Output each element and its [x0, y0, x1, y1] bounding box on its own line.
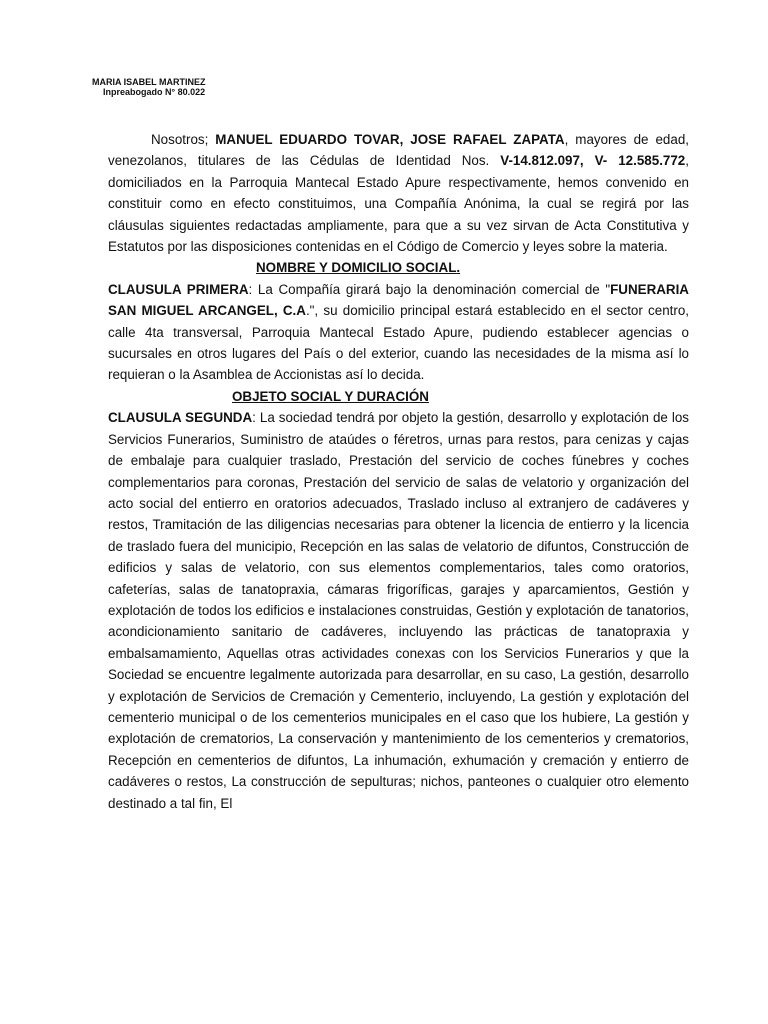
document-body	[108, 129, 689, 814]
section1-heading-end: .	[456, 260, 461, 276]
section1-heading-text: NOMBRE Y DOMICILIO SOCIAL	[256, 260, 457, 276]
section-heading-purpose-duration: OBJETO SOCIAL Y DURACIÓN	[232, 388, 429, 404]
clause-second-label: CLAUSULA SEGUNDA	[108, 410, 253, 426]
attorney-name: MARIA ISABEL MARTINEZ	[92, 77, 206, 87]
intro-rest: , domiciliados en la Parroquia Mantecal Estado Apure respectivamente, hemos convenido en constituir como en efecto constituimos, una Compañía Anónima, la cual se regirá por las cláusulas siguientes redactadas ampliamente, para que a su vez sirvan de Acta Constitutiva y Estatutos por las disposiciones contenidas en el Código de Comercio y leyes sobre la materia.	[108, 153, 689, 255]
identity-numbers: V-14.812.097, V- 12.585.772	[500, 153, 686, 169]
clause-first-paragraph	[108, 279, 689, 386]
intro-lead: Nosotros;	[151, 132, 216, 147]
intro-paragraph	[108, 129, 689, 257]
section-heading-name-domicile	[108, 257, 689, 278]
clause-second-paragraph	[108, 407, 689, 814]
company-name: FUNERARIA SAN MIGUEL ARCANGEL, C.A	[108, 281, 689, 319]
letterhead	[92, 77, 206, 97]
clause-first-text-a: : La Compañía girará bajo la denominación comercial de "	[248, 281, 611, 297]
intro-mid: , mayores de edad, venezolanos, titulares de las Cédulas de Identidad Nos.	[108, 132, 689, 169]
founder-names: MANUEL EDUARDO TOVAR, JOSE RAFAEL ZAPATA	[215, 132, 565, 147]
clause-first-label: CLAUSULA PRIMERA	[108, 281, 249, 297]
attorney-registry: Inpreabogado N° 80.022	[103, 87, 206, 97]
clause-second-text: : La sociedad tendrá por objeto la gestión, desarrollo y explotación de los Servicios Funerarios, Suministro de ataúdes o féretros, urnas para restos, para cenizas y cajas de embalaje para cualquier traslado, Prestación del servicio de coches fúnebres y coches complementarios para coronas, Prestación del servicio de salas de velatorio y organización del acto social del entierro en oratorios adecuados, Traslado incluso al extranjero de cadáveres y restos, Tramitación de las diligencias necesarias para obtener la licencia de entierro y la licencia de traslado fuera del municipio, Recepción en las salas de velatorio de difuntos, Construcción de edificios y salas de velatorio, con sus elementos complementarios, tales como oratorios, cafeterías, salas de tanatopraxia, cámaras frigoríficas, garajes y aparcamientos, Gestión y explotación de todos los edificios e instalaciones construidas, Gestión y explotación de tanatorios, acondicionamiento sanitario de cadáveres, incluyendo las prácticas de tanatopraxia y embalsamamiento, Aquellas otras actividades conexas con los Servicios Funerarios y que la Sociedad se encuentre legalmente autorizada para desarrollar, en su caso, La gestión, desarrollo y explotación de Servicios de Cremación y Cementerio, incluyendo, La gestión y explotación del cementerio municipal o de los cementerios municipales en el caso que los hubiere, La gestión y explotación de crematorios, La conservación y mantenimiento de los cementerios y crematorios, Recepción en cementerios de difuntos, La inhumación, exhumación y cremación y entierro de cadáveres o restos, La construcción de sepulturas; nichos, panteones o cualquier otro elemento destinado a tal fin, El	[108, 410, 690, 811]
clause-first-text-b: .", su domicilio principal estará establecido en el sector centro, calle 4ta transversal, Parroquia Mantecal Estado Apure, pudiendo establecer agencias o sucursales en otros lugares del País o del exterior, cuando las necesidades de la misma así lo requieran o la Asamblea de Accionistas así lo decida.	[108, 303, 689, 383]
